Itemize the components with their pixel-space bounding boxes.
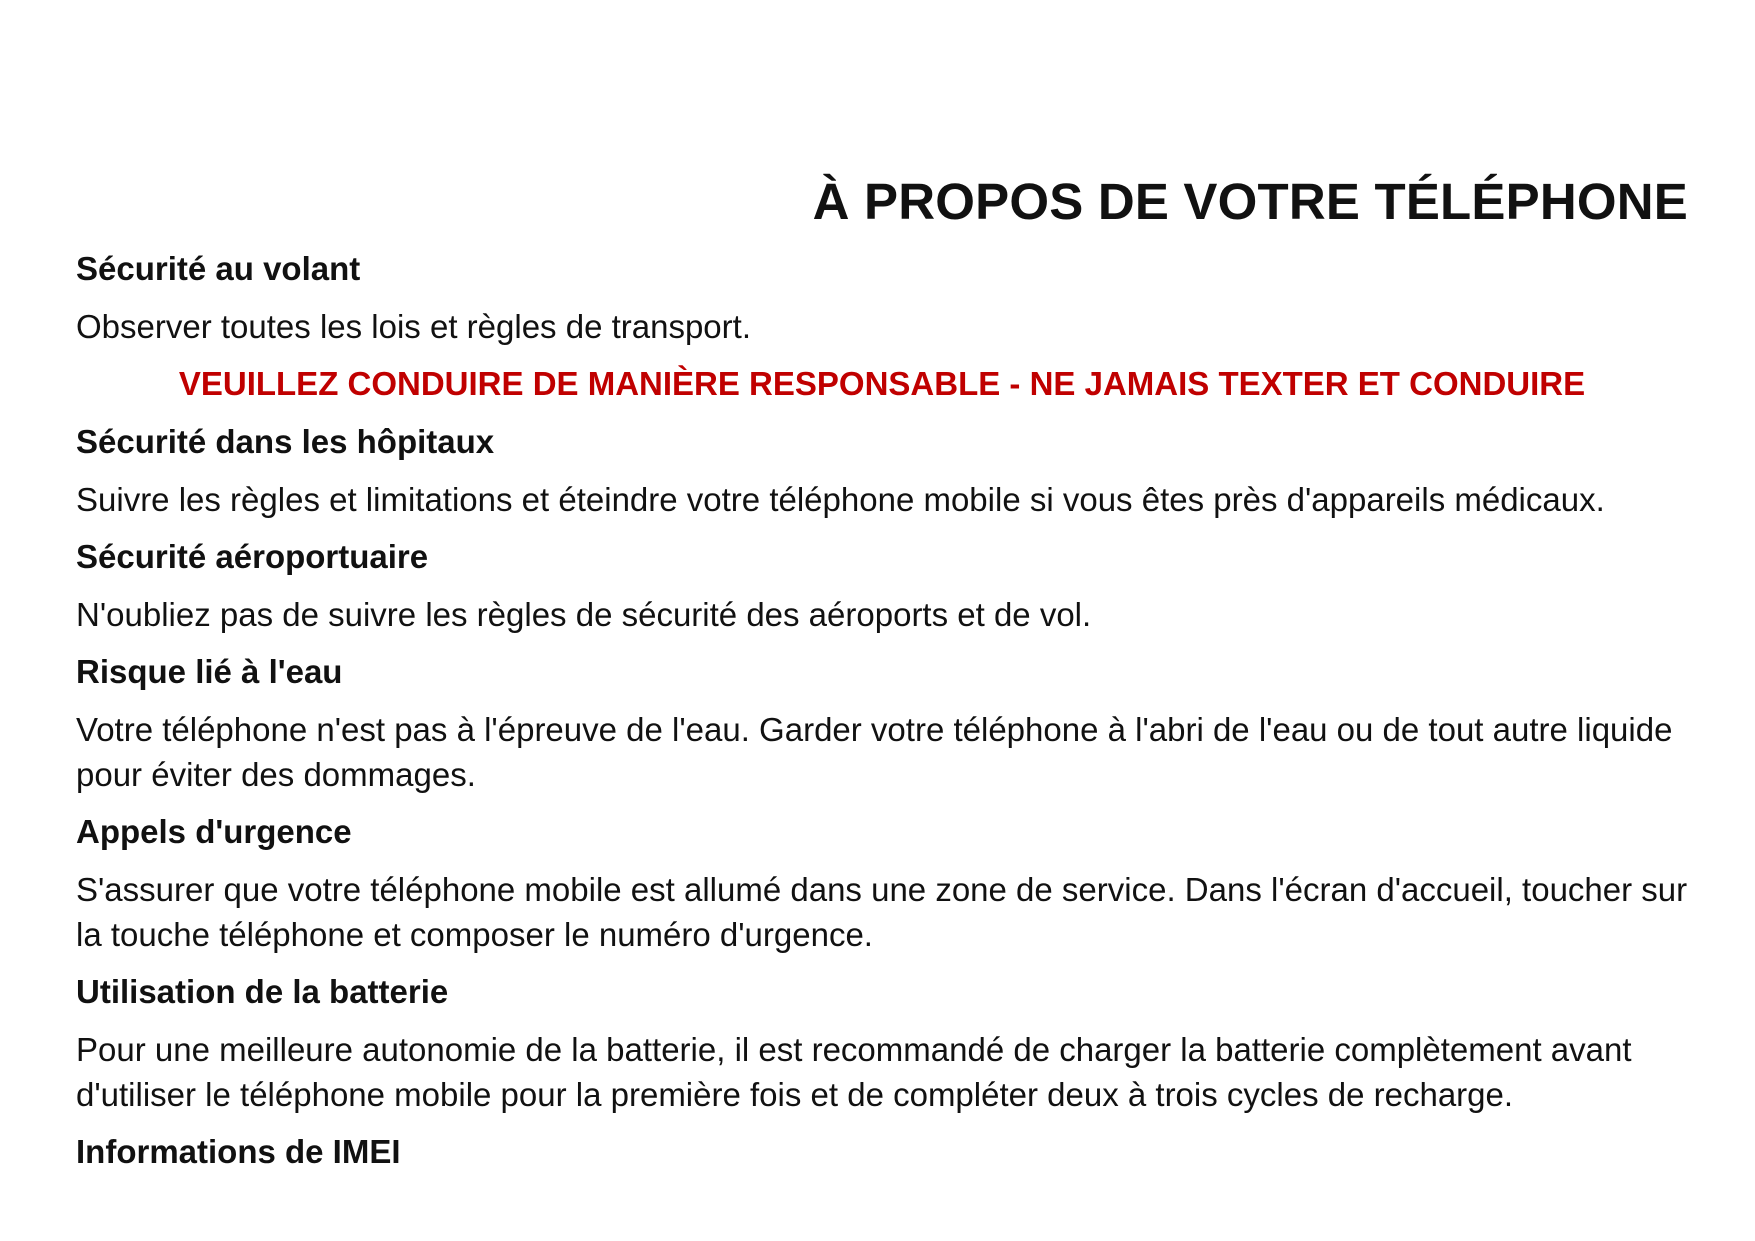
section-text: Pour une meilleure autonomie de la batterie, il est recommandé de charger la batterie complètement avant d'utiliser le téléphone mobile pour la première fois et de compléter deux à trois cycles de recharge. [76,1031,1632,1113]
section-heading: Appels d'urgence [76,813,352,850]
section-heading: Sécurité aéroportuaire [76,538,429,575]
section-heading: Utilisation de la batterie [76,973,449,1010]
section-heading: Risque lié à l'eau [76,653,343,690]
section-text: N'oubliez pas de suivre les règles de sécurité des aéroports et de vol. [76,596,1092,633]
section-text: S'assurer que votre téléphone mobile est allumé dans une zone de service. Dans l'écran d'accueil, toucher sur la touche téléphone et composer le numéro d'urgence. [76,871,1688,953]
section-heading: Informations de IMEI [76,1133,401,1170]
section-hospital-safety [76,419,1688,522]
document-page [76,170,1688,1187]
page-title: À PROPOS DE VOTRE TÉLÉPHONE [812,173,1688,230]
section-battery-use [76,969,1688,1117]
section-airport-safety [76,534,1688,637]
driving-warning: VEUILLEZ CONDUIRE DE MANIÈRE RESPONSABLE - NE JAMAIS TEXTER ET CONDUIRE [178,365,1586,402]
section-text: Observer toutes les lois et règles de transport. [76,308,751,345]
section-imei-info [76,1129,1688,1175]
section-text: Suivre les règles et limitations et éteindre votre téléphone mobile si vous êtes près d'appareils médicaux. [76,481,1605,518]
section-water-risk [76,649,1688,797]
section-text: Votre téléphone n'est pas à l'épreuve de l'eau. Garder votre téléphone à l'abri de l'eau ou de tout autre liquide pour éviter des dommages. [76,711,1673,793]
section-heading: Sécurité dans les hôpitaux [76,423,495,460]
section-emergency-calls [76,809,1688,957]
section-driving-safety [76,246,1688,407]
section-heading: Sécurité au volant [76,250,361,287]
